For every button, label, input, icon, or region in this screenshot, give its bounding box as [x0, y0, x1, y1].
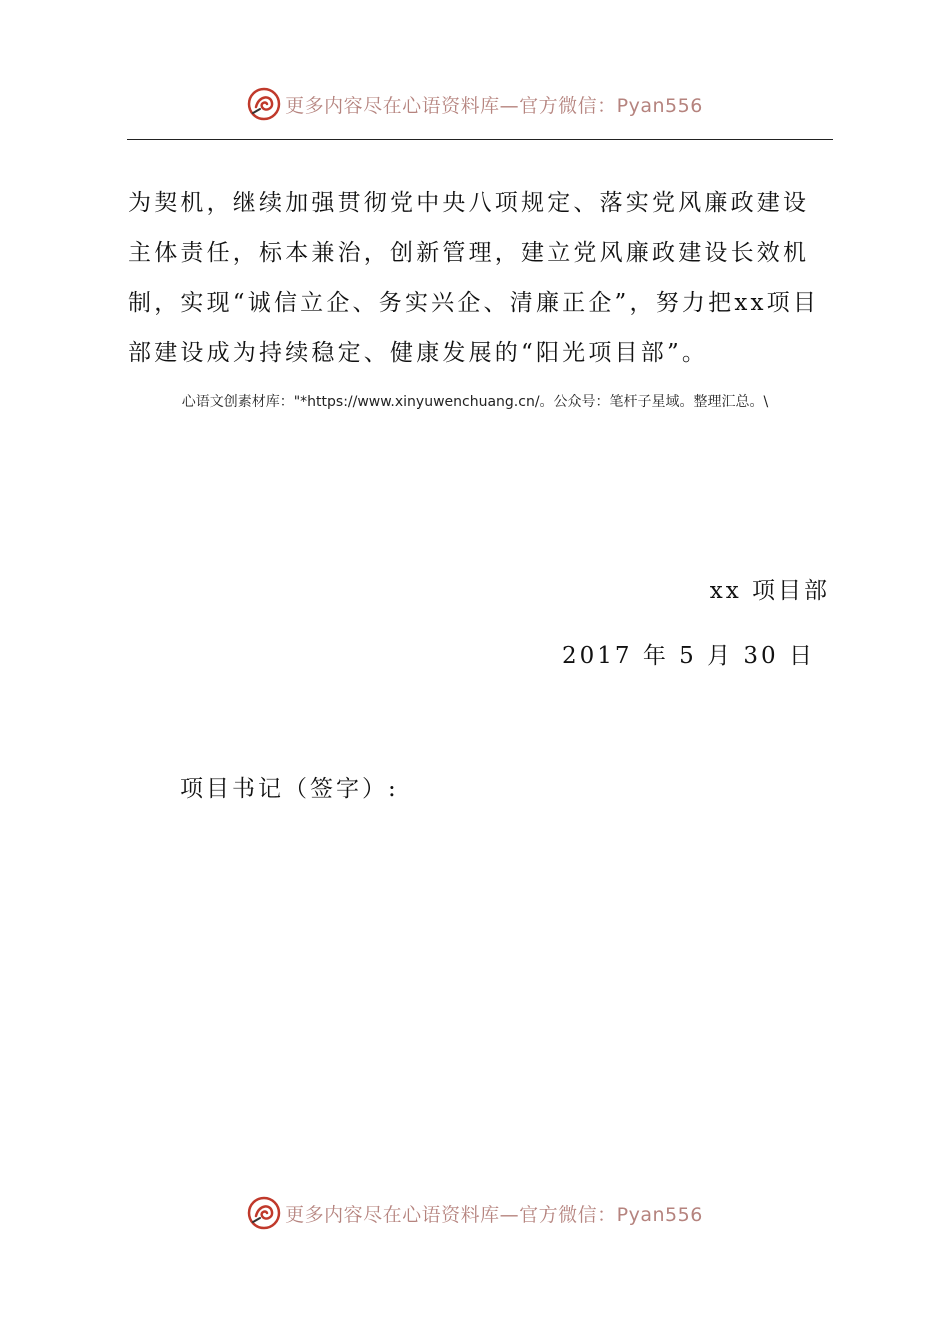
- footer-banner-text: 更多内容尽在心语资料库—官方微信：Pyan556: [285, 1203, 703, 1226]
- organization-name: xx 项目部: [709, 578, 830, 604]
- source-note: 心语文创素材库："*https://www.xinyuwenchuang.cn/。公众号：笔杆子星域。整理汇总。\: [181, 394, 769, 410]
- body-paragraph: 为契机，继续加强贯彻党中央八项规定、落实党风廉政建设主体责任，标本兼治，创新管理，建立党风廉政建设长效机制，实现“诚信立企、务实兴企、清廉正企”，努力把xx项目部建设成为持续稳定、健康发展的“阳光项目部”。: [128, 190, 820, 366]
- document-date: 2017 年 5 月 30 日: [562, 643, 815, 669]
- footer-banner: [0, 1193, 950, 1233]
- header-banner-text: 更多内容尽在心语资料库—官方微信：Pyan556: [285, 94, 703, 117]
- secretary-signature-label: 项目书记（签字）:: [180, 776, 399, 802]
- swirl-logo-icon: [247, 87, 281, 121]
- swirl-logo-icon: [247, 1196, 281, 1230]
- header-banner: [0, 84, 950, 124]
- header-divider: [127, 139, 833, 140]
